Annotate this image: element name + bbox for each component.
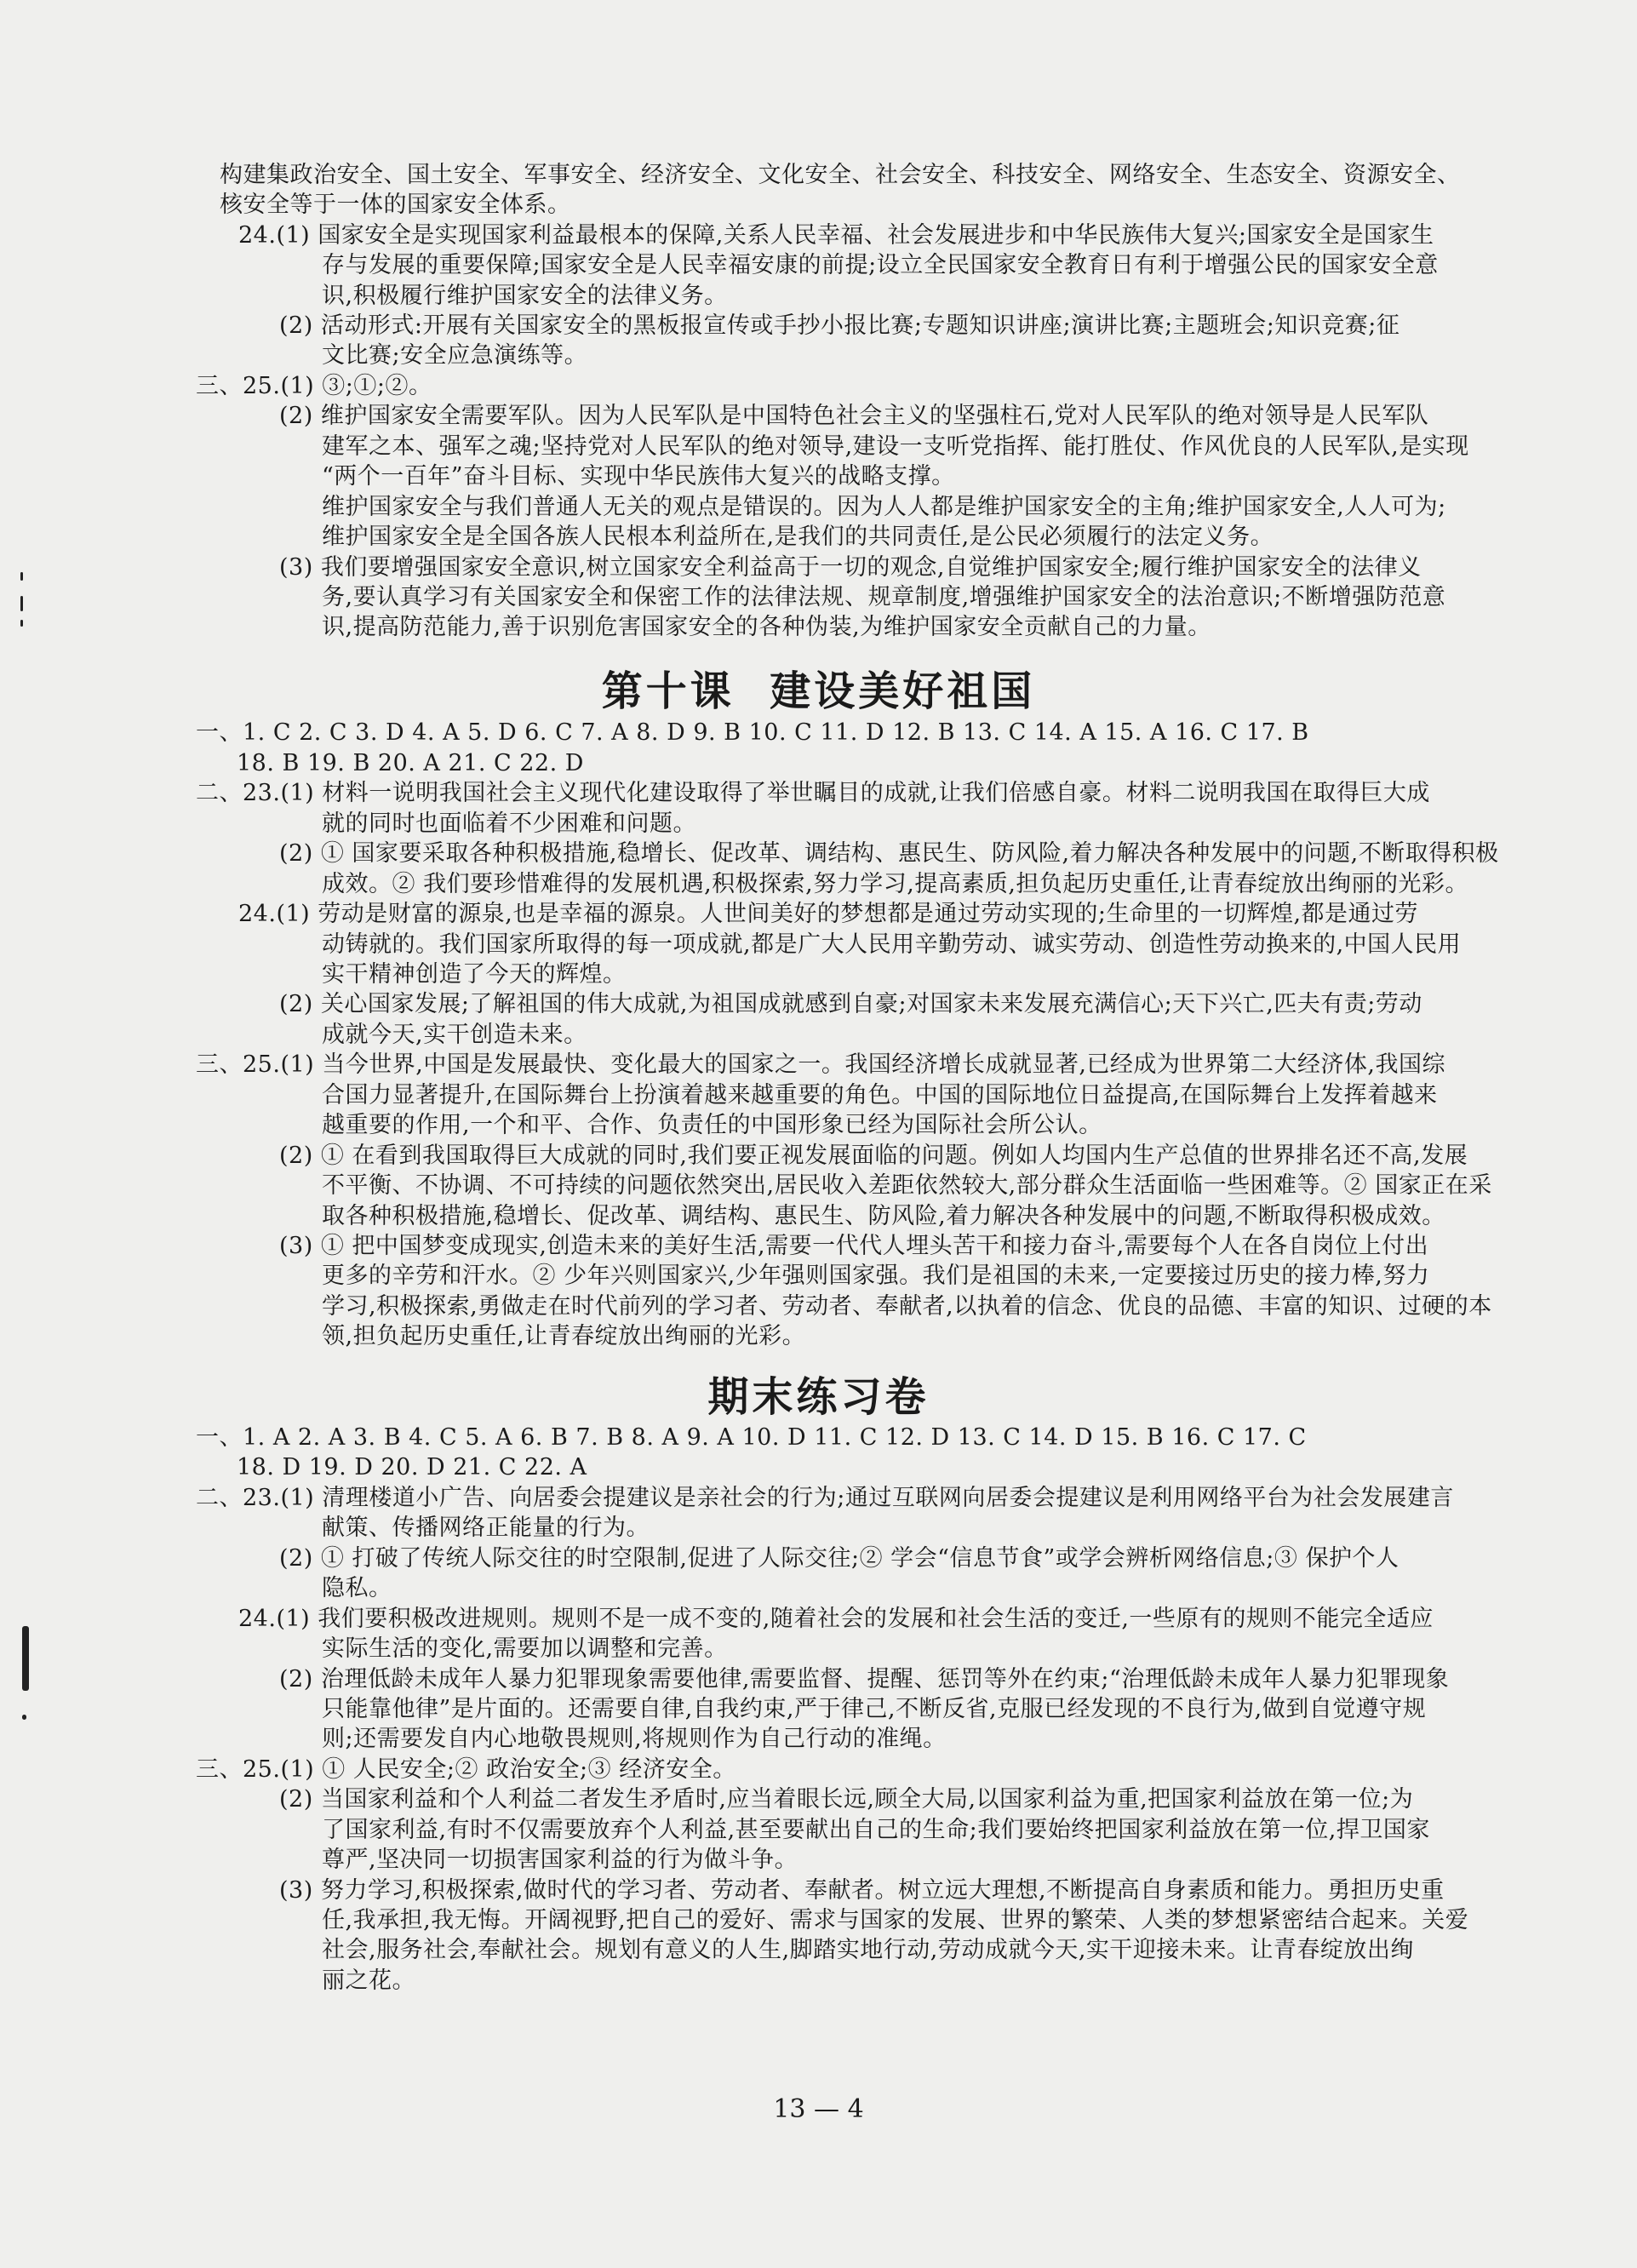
text-line: 识,积极履行维护国家安全的法律义务。 xyxy=(322,282,728,309)
page-number: 13 — 4 xyxy=(773,2094,864,2124)
scan-mark xyxy=(22,1715,26,1720)
text-line: “两个一百年”奋斗目标、实现中华民族伟大复兴的战略支撑。 xyxy=(322,463,955,490)
scan-mark xyxy=(20,620,23,627)
text-line: (3) ① 把中国梦变成现实,创造未来的美好生活,需要一代代人埋头苦干和接力奋斗,需要每个人在各自岗位上付出 xyxy=(279,1232,1429,1259)
text-line: 一、1. C 2. C 3. D 4. A 5. D 6. C 7. A 8. D 9. B 10. C 11. D 12. B 13. C 14. A 15. A 16. C 17. B xyxy=(196,719,1309,747)
scan-mark xyxy=(20,596,23,611)
text-line: 只能靠他律”是片面的。还需要自律,自我约束,严于律己,不断反省,克服已经发现的不良行为,做到自觉遵守规 xyxy=(322,1695,1427,1722)
section-title: 期末练习卷 xyxy=(707,1372,930,1421)
text-line: (2) ① 国家要采取各种积极措施,稳增长、促改革、调结构、惠民生、防风险,着力解决各种发展中的问题,不断取得积极 xyxy=(279,840,1499,868)
text-line: 实干精神创造了今天的辉煌。 xyxy=(322,960,627,988)
text-line: 三、25.(1) ③;①;②。 xyxy=(196,372,432,399)
text-line: 隐私。 xyxy=(322,1575,392,1602)
text-line: (2) 当国家利益和个人利益二者发生矛盾时,应当着眼长远,顾全大局,以国家利益为重,把国家利益放在第一位;为 xyxy=(279,1786,1414,1813)
text-line: 则;还需要发自内心地敬畏规则,将规则作为自己行动的准绳。 xyxy=(322,1726,947,1753)
text-line: 动铸就的。我们国家所取得的每一项成就,都是广大人民用辛勤劳动、诚实劳动、创造性劳动换来的,中国人民用 xyxy=(322,931,1462,958)
text-line: 18. D 19. D 20. D 21. C 22. A xyxy=(237,1454,587,1481)
text-line: 24.(1) 劳动是财富的源泉,也是幸福的源泉。人世间美好的梦想都是通过劳动实现的;生命里的一切辉煌,都是通过劳 xyxy=(238,901,1419,928)
text-line: 就的同时也面临着不少困难和问题。 xyxy=(322,810,696,837)
text-line: 24.(1) 我们要积极改进规则。规则不是一成不变的,随着社会的发展和社会生活的变迁,一些原有的规则不能完全适应 xyxy=(238,1605,1434,1632)
text-line: 了国家利益,有时不仅需要放弃个人利益,甚至要献出自己的生命;我们要始终把国家利益放在第一位,捍卫国家 xyxy=(322,1816,1430,1843)
text-line: 核安全等于一体的国家安全体系。 xyxy=(220,192,571,219)
text-line: (2) 治理低龄未成年人暴力犯罪现象需要他律,需要监督、提醒、惩罚等外在约束;“治理低龄未成年人暴力犯罪现象 xyxy=(279,1665,1450,1692)
text-line: 识,提高防范能力,善于识别危害国家安全的各种伪装,为维护国家安全贡献自己的力量。 xyxy=(322,614,1211,641)
section-title: 第十课 建设美好祖国 xyxy=(601,667,1036,715)
text-line: 任,我承担,我无悔。开阔视野,把自己的爱好、需求与国家的发展、世界的繁荣、人类的梦想紧密结合起来。关爱 xyxy=(322,1907,1469,1934)
text-line: (2) ① 打破了传统人际交往的时空限制,促进了人际交往;② 学会“信息节食”或学会辨析网络信息;③ 保护个人 xyxy=(279,1544,1399,1572)
text-line: 取各种积极措施,稳增长、促改革、调结构、惠民生、防风险,着力解决各种发展中的问题,不断取得积极成效。 xyxy=(322,1202,1445,1229)
text-line: (3) 我们要增强国家安全意识,树立国家安全利益高于一切的观念,自觉维护国家安全;履行维护国家安全的法律义 xyxy=(279,553,1422,581)
text-line: 24.(1) 国家安全是实现国家利益最根本的保障,关系人民幸福、社会发展进步和中华民族伟大复兴;国家安全是国家生 xyxy=(238,221,1434,249)
text-line: 越重要的作用,一个和平、合作、负责任的中国形象已经为国际社会所公认。 xyxy=(322,1112,1102,1139)
text-line: (2) 活动形式:开展有关国家安全的黑板报宣传或手抄小报比赛;专题知识讲座;演讲比赛;主题班会;知识竞赛;征 xyxy=(279,312,1400,340)
text-line: 献策、传播网络正能量的行为。 xyxy=(322,1515,650,1542)
text-line: 成就今天,实干创造未来。 xyxy=(322,1021,587,1048)
text-line: 三、25.(1) ① 人民安全;② 政治安全;③ 经济安全。 xyxy=(196,1755,736,1783)
text-line: 实际生活的变化,需要加以调整和完善。 xyxy=(322,1635,728,1663)
text-line: 维护国家安全是全国各族人民根本利益所在,是我们的共同责任,是公民必须履行的法定义务。 xyxy=(322,524,1274,551)
text-line: 二、23.(1) 材料一说明我国社会主义现代化建设取得了举世瞩目的成就,让我们倍感自豪。材料二说明我国在取得巨大成 xyxy=(196,780,1430,807)
text-line: 务,要认真学习有关国家安全和保密工作的法律法规、规章制度,增强维护国家安全的法治意识;不断增强防范意 xyxy=(322,583,1446,610)
text-line: 不平衡、不协调、不可持续的问题依然突出,居民收入差距依然较大,部分群众生活面临一些困难等。② 国家正在采 xyxy=(322,1172,1492,1200)
scan-mark xyxy=(22,1626,29,1691)
text-line: 社会,服务社会,奉献社会。规划有意义的人生,脚踏实地行动,劳动成就今天,实干迎接未来。让青春绽放出绚 xyxy=(322,1937,1414,1964)
text-line: 18. B 19. B 20. A 21. C 22. D xyxy=(237,749,584,776)
text-line: 合国力显著提升,在国际舞台上扮演着越来越重要的角色。中国的国际地位日益提高,在国际舞台上发挥着越来 xyxy=(322,1081,1438,1108)
scan-mark xyxy=(20,572,23,581)
text-line: 三、25.(1) 当今世界,中国是发展最快、变化最大的国家之一。我国经济增长成就显著,已经成为世界第二大经济体,我国综 xyxy=(196,1051,1446,1079)
text-line: 更多的辛劳和汗水。② 少年兴则国家兴,少年强则国家强。我们是祖国的未来,一定要接过历史的接力棒,努力 xyxy=(322,1263,1430,1290)
text-line: 构建集政治安全、国土安全、军事安全、经济安全、文化安全、社会安全、科技安全、网络安全、生态安全、资源安全、 xyxy=(220,161,1461,188)
text-line: 学习,积极探索,勇做走在时代前列的学习者、劳动者、奉献者,以执着的信念、优良的品德、丰富的知识、过硬的本 xyxy=(322,1292,1492,1320)
text-line: 文比赛;安全应急演练等。 xyxy=(322,342,588,369)
text-line: 尊严,坚决同一切损害国家利益的行为做斗争。 xyxy=(322,1847,798,1874)
text-line: 存与发展的重要保障;国家安全是人民幸福安康的前提;设立全民国家安全教育日有利于增强公民的国家安全意 xyxy=(322,252,1439,279)
text-line: (2) 关心国家发展;了解祖国的伟大成就,为祖国成就感到自豪;对国家未来发展充满信心;天下兴亡,匹夫有责;劳动 xyxy=(279,991,1422,1018)
text-line: 维护国家安全与我们普通人无关的观点是错误的。因为人人都是维护国家安全的主角;维护国家安全,人人可为; xyxy=(322,493,1446,520)
text-line: (2) 维护国家安全需要军队。因为人民军队是中国特色社会主义的坚强柱石,党对人民军队的绝对领导是人民军队 xyxy=(279,403,1429,430)
text-line: 成效。② 我们要珍惜难得的发展机遇,积极探索,努力学习,提高素质,担负起历史重任,让青春绽放出绚丽的光彩。 xyxy=(322,870,1468,897)
text-line: 领,担负起历史重任,让青春绽放出绚丽的光彩。 xyxy=(322,1323,806,1350)
text-line: 建军之本、强军之魂;坚持党对人民军队的绝对领导,建设一支听党指挥、能打胜仗、作风优良的人民军队,是实现 xyxy=(322,432,1469,460)
text-line: (3) 努力学习,积极探索,做时代的学习者、劳动者、奉献者。树立远大理想,不断提高自身素质和能力。勇担历史重 xyxy=(279,1876,1445,1904)
text-line: 一、1. A 2. A 3. B 4. C 5. A 6. B 7. B 8. A 9. A 10. D 11. C 12. D 13. C 14. D 15. B 16. C 17. C xyxy=(196,1423,1307,1451)
text-line: 丽之花。 xyxy=(322,1967,415,1994)
text-line: (2) ① 在看到我国取得巨大成就的同时,我们要正视发展面临的问题。例如人均国内生产总值的世界排名还不高,发展 xyxy=(279,1142,1468,1169)
text-line: 二、23.(1) 清理楼道小广告、向居委会提建议是亲社会的行为;通过互联网向居委会提建议是利用网络平台为社会发展建言 xyxy=(196,1484,1454,1511)
